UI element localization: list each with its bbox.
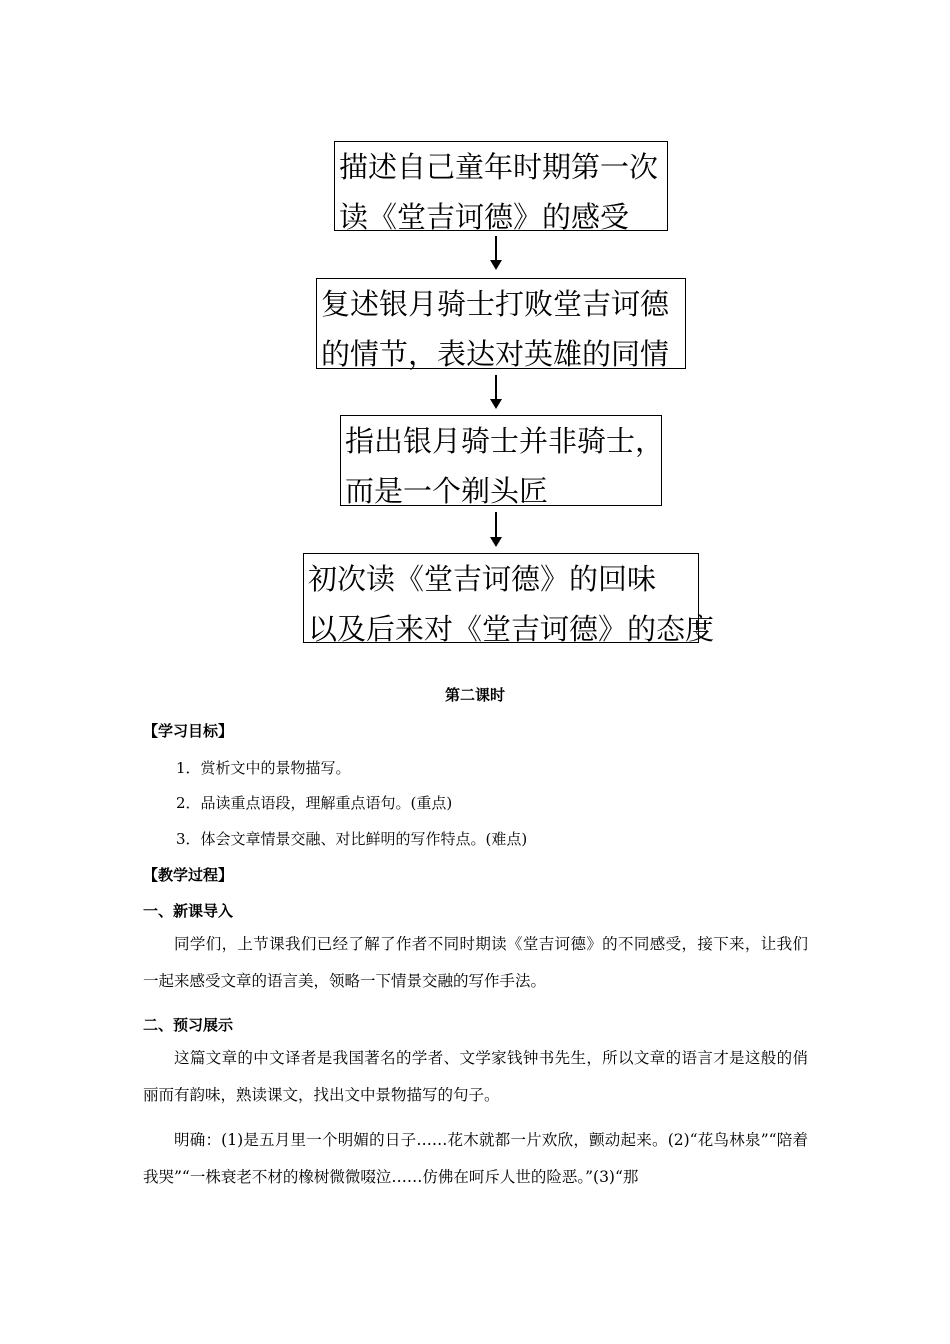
- flow-box-1-line-1: 描述自己童年时期第一次: [339, 150, 659, 184]
- goals-heading: 【学习目标】: [143, 722, 234, 740]
- down-arrow-icon: [495, 375, 497, 407]
- goal-item: 1．赏析文中的景物描写。: [176, 759, 351, 777]
- flow-box-3-line-2: 而是一个剃头匠: [345, 474, 549, 508]
- flow-box-1-line-2: 读《堂吉诃德》的感受: [339, 200, 630, 234]
- flow-box-2: [316, 278, 686, 369]
- flow-box-4-line-2: 以及后来对《堂吉诃德》的态度: [308, 612, 715, 646]
- flow-box-4-line-1: 初次读《堂吉诃德》的回味: [308, 562, 657, 596]
- answer-paragraph: 明确：(1)是五月里一个明媚的日子……花木就都一片欢欣，颤动起来。(2)“花鸟林泉”“陪着我哭”“一株衰老不材的橡树微微啜泣……仿佛在呵斥人世的险恶。”(3)“那: [143, 1131, 808, 1186]
- goal-item: 3．体会文章情景交融、对比鲜明的写作特点。(难点): [176, 830, 528, 848]
- flow-box-3: [340, 415, 665, 508]
- section-2-paragraph: 这篇文章的中文译者是我国著名的学者、文学家钱钟书先生，所以文章的语言才是这般的俏丽而有韵味，熟读课文，找出文中景物描写的句子。: [143, 1049, 808, 1104]
- lesson-title: 第二课时: [444, 686, 505, 704]
- section-2-heading: 二、预习展示: [143, 1016, 234, 1034]
- section-1-paragraph: 同学们，上节课我们已经了解了作者不同时期读《堂吉诃德》的不同感受，接下来，让我们一起来感受文章的语言美，领略一下情景交融的写作手法。: [143, 935, 808, 990]
- flow-box-4: [303, 553, 715, 646]
- flow-box-1: [334, 141, 668, 234]
- process-heading: 【教学过程】: [143, 866, 234, 884]
- down-arrow-icon: [495, 512, 497, 545]
- flow-box-2-line-1: 复述银月骑士打败堂吉诃德: [321, 287, 670, 321]
- flow-box-3-line-1: 指出银月骑士并非骑士，: [345, 424, 665, 458]
- down-arrow-icon: [495, 236, 497, 268]
- goal-item: 2．品读重点语段，理解重点语句。(重点): [176, 794, 453, 812]
- flow-box-2-line-2: 的情节，表达对英雄的同情: [321, 337, 670, 371]
- section-1-heading: 一、新课导入: [143, 902, 234, 920]
